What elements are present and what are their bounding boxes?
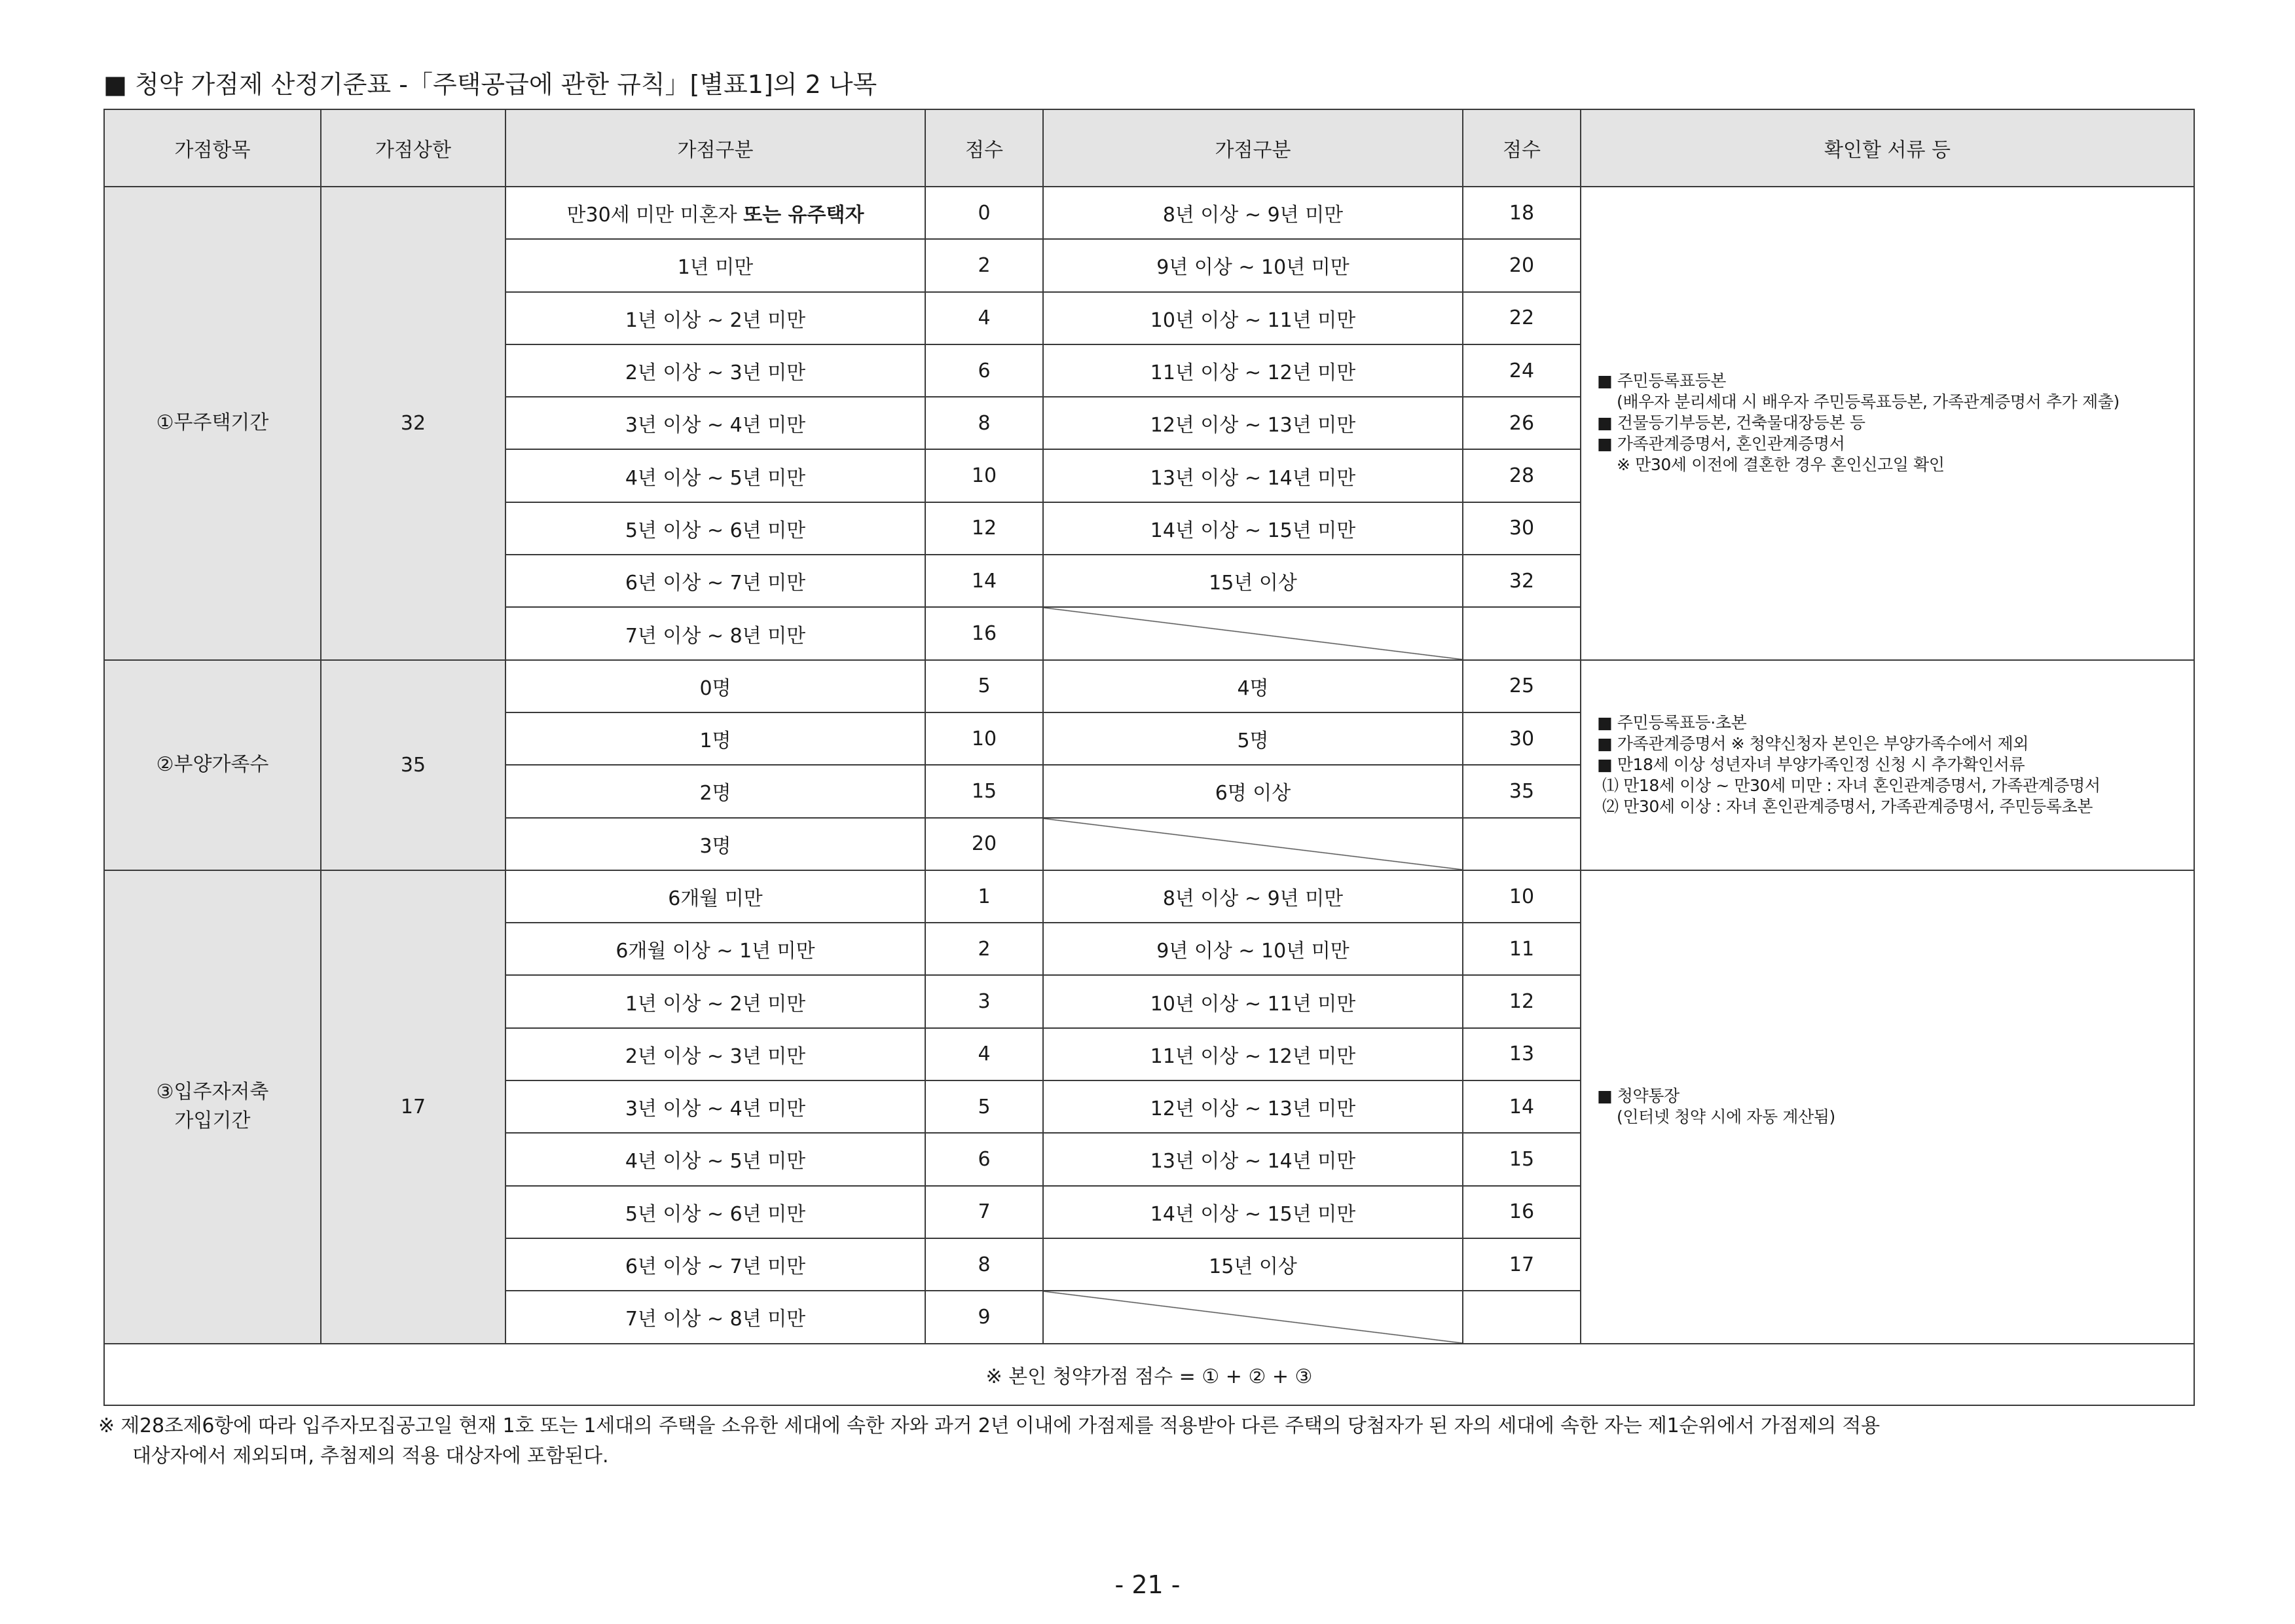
range-right: 5명 bbox=[1043, 712, 1463, 765]
doc-line: ⑵ 만30세 이상 : 자녀 혼인관계증명서, 가족관계증명서, 주민등록초본 bbox=[1602, 797, 2093, 817]
range-left: 0명 bbox=[505, 660, 925, 712]
score-left: 2 bbox=[925, 239, 1043, 291]
header-score-right: 점수 bbox=[1463, 109, 1581, 187]
doc-line: ■ 주민등록표등본 bbox=[1597, 371, 1727, 391]
table-row bbox=[104, 660, 2194, 712]
score-right: 25 bbox=[1463, 660, 1581, 712]
score-left: 9 bbox=[925, 1291, 1043, 1343]
section-item-savings bbox=[104, 870, 321, 1344]
range-right: 11년 이상 ~ 12년 미만 bbox=[1043, 1028, 1463, 1080]
range-right: 14년 이상 ~ 15년 미만 bbox=[1043, 1186, 1463, 1238]
score-left: 16 bbox=[925, 607, 1043, 659]
range-right: 15년 이상 bbox=[1043, 1238, 1463, 1291]
score-left: 12 bbox=[925, 502, 1043, 555]
doc-line: ■ 청약통장 bbox=[1597, 1086, 1680, 1106]
doc-line: ■ 만18세 이상 성년자녀 부양가족인정 신청 시 추가확인서류 bbox=[1597, 755, 2025, 775]
table-header-row bbox=[104, 109, 2194, 187]
range-right: 9년 이상 ~ 10년 미만 bbox=[1043, 923, 1463, 975]
doc-line: ■ 건물등기부등본, 건축물대장등본 등 bbox=[1597, 413, 1865, 433]
empty-diagonal-cell bbox=[1043, 1291, 1463, 1343]
score-right: 16 bbox=[1463, 1186, 1581, 1238]
range-right: 8년 이상 ~ 9년 미만 bbox=[1043, 187, 1463, 239]
table-row bbox=[104, 187, 2194, 239]
section-item-line: ③입주자저축 bbox=[156, 1080, 269, 1104]
section-cap-homeless: 32 bbox=[321, 187, 505, 660]
documents-savings bbox=[1581, 870, 2194, 1344]
score-right: 30 bbox=[1463, 502, 1581, 555]
range-left: 5년 이상 ~ 6년 미만 bbox=[505, 1186, 925, 1238]
range-right: 14년 이상 ~ 15년 미만 bbox=[1043, 502, 1463, 555]
score-right: 18 bbox=[1463, 187, 1581, 239]
score-right: 32 bbox=[1463, 555, 1581, 607]
page-number: - 21 - bbox=[1114, 1570, 1181, 1599]
header-documents: 확인할 서류 등 bbox=[1581, 109, 2194, 187]
range-left: 1년 미만 bbox=[505, 239, 925, 291]
header-score-left: 점수 bbox=[925, 109, 1043, 187]
range-left-bold: 또는 유주택자 bbox=[743, 204, 864, 227]
score-left: 1 bbox=[925, 870, 1043, 923]
range-left: 2명 bbox=[505, 765, 925, 817]
score-right: 13 bbox=[1463, 1028, 1581, 1080]
range-left: 6년 이상 ~ 7년 미만 bbox=[505, 555, 925, 607]
range-right: 11년 이상 ~ 12년 미만 bbox=[1043, 344, 1463, 397]
score-left: 6 bbox=[925, 1133, 1043, 1185]
score-left: 8 bbox=[925, 1238, 1043, 1291]
score-left: 3 bbox=[925, 975, 1043, 1027]
range-left: 4년 이상 ~ 5년 미만 bbox=[505, 1133, 925, 1185]
range-right: 13년 이상 ~ 14년 미만 bbox=[1043, 449, 1463, 502]
score-right: 14 bbox=[1463, 1080, 1581, 1133]
header-cap: 가점상한 bbox=[321, 109, 505, 187]
score-left: 2 bbox=[925, 923, 1043, 975]
score-right: 12 bbox=[1463, 975, 1581, 1027]
section-cap-savings: 17 bbox=[321, 870, 505, 1344]
range-right: 8년 이상 ~ 9년 미만 bbox=[1043, 870, 1463, 923]
range-right: 10년 이상 ~ 11년 미만 bbox=[1043, 292, 1463, 344]
score-right: 35 bbox=[1463, 765, 1581, 817]
section-item-line: 가입기간 bbox=[174, 1109, 251, 1133]
range-right: 15년 이상 bbox=[1043, 555, 1463, 607]
score-left: 20 bbox=[925, 818, 1043, 870]
empty-cell bbox=[1463, 1291, 1581, 1343]
score-table bbox=[103, 109, 2195, 1406]
range-left: 4년 이상 ~ 5년 미만 bbox=[505, 449, 925, 502]
score-left: 14 bbox=[925, 555, 1043, 607]
score-left: 6 bbox=[925, 344, 1043, 397]
score-right: 28 bbox=[1463, 449, 1581, 502]
range-right: 4명 bbox=[1043, 660, 1463, 712]
table-row bbox=[104, 870, 2194, 923]
doc-line: ⑴ 만18세 이상 ~ 만30세 미만 : 자녀 혼인관계증명서, 가족관계증명서 bbox=[1602, 776, 2101, 796]
score-left: 4 bbox=[925, 292, 1043, 344]
section-cap-dependents: 35 bbox=[321, 660, 505, 870]
empty-diagonal-cell bbox=[1043, 818, 1463, 870]
score-right: 20 bbox=[1463, 239, 1581, 291]
page-title: ■ 청약 가점제 산정기준표 -「주택공급에 관한 규칙」[별표1]의 2 나목 bbox=[103, 70, 877, 99]
range-left: 3명 bbox=[505, 818, 925, 870]
header-range-left: 가점구분 bbox=[505, 109, 925, 187]
empty-cell bbox=[1463, 607, 1581, 659]
score-left: 15 bbox=[925, 765, 1043, 817]
range-left: 6개월 미만 bbox=[505, 870, 925, 923]
total-score-formula: ※ 본인 청약가점 점수 = ① + ② + ③ bbox=[104, 1344, 2194, 1405]
range-left: 5년 이상 ~ 6년 미만 bbox=[505, 502, 925, 555]
doc-line: (배우자 분리세대 시 배우자 주민등록표등본, 가족관계증명서 추가 제출) bbox=[1617, 392, 2120, 412]
score-right: 10 bbox=[1463, 870, 1581, 923]
range-left: 3년 이상 ~ 4년 미만 bbox=[505, 397, 925, 449]
score-left: 4 bbox=[925, 1028, 1043, 1080]
doc-line: ■ 주민등록표등·초본 bbox=[1597, 713, 1747, 733]
score-right: 17 bbox=[1463, 1238, 1581, 1291]
range-left: 7년 이상 ~ 8년 미만 bbox=[505, 1291, 925, 1343]
score-right: 26 bbox=[1463, 397, 1581, 449]
header-range-right: 가점구분 bbox=[1043, 109, 1463, 187]
range-right: 9년 이상 ~ 10년 미만 bbox=[1043, 239, 1463, 291]
documents-dependents bbox=[1581, 660, 2194, 870]
range-left: 2년 이상 ~ 3년 미만 bbox=[505, 344, 925, 397]
footnote bbox=[98, 1411, 1880, 1471]
range-left-cell bbox=[505, 187, 925, 239]
score-left: 7 bbox=[925, 1186, 1043, 1238]
footnote-line: 대상자에서 제외되며, 추첨제의 적용 대상자에 포함된다. bbox=[132, 1445, 609, 1467]
score-right: 15 bbox=[1463, 1133, 1581, 1185]
range-left-prefix: 만30세 미만 미혼자 bbox=[566, 204, 744, 227]
range-left: 1년 이상 ~ 2년 미만 bbox=[505, 975, 925, 1027]
range-right: 13년 이상 ~ 14년 미만 bbox=[1043, 1133, 1463, 1185]
score-right: 24 bbox=[1463, 344, 1581, 397]
range-right: 10년 이상 ~ 11년 미만 bbox=[1043, 975, 1463, 1027]
doc-line: ■ 가족관계증명서, 혼인관계증명서 bbox=[1597, 434, 1845, 454]
header-item: 가점항목 bbox=[104, 109, 321, 187]
score-left: 5 bbox=[925, 660, 1043, 712]
range-left: 2년 이상 ~ 3년 미만 bbox=[505, 1028, 925, 1080]
range-right: 12년 이상 ~ 13년 미만 bbox=[1043, 1080, 1463, 1133]
section-item-dependents: ②부양가족수 bbox=[104, 660, 321, 870]
range-left: 3년 이상 ~ 4년 미만 bbox=[505, 1080, 925, 1133]
range-right: 12년 이상 ~ 13년 미만 bbox=[1043, 397, 1463, 449]
range-left: 1년 이상 ~ 2년 미만 bbox=[505, 292, 925, 344]
formula-row bbox=[104, 1344, 2194, 1405]
doc-line: (인터넷 청약 시에 자동 계산됨) bbox=[1617, 1107, 1835, 1127]
score-left: 10 bbox=[925, 449, 1043, 502]
range-left: 6년 이상 ~ 7년 미만 bbox=[505, 1238, 925, 1291]
range-left: 1명 bbox=[505, 712, 925, 765]
doc-line: ■ 가족관계증명서 ※ 청약신청자 본인은 부양가족수에서 제외 bbox=[1597, 734, 2029, 754]
range-left: 7년 이상 ~ 8년 미만 bbox=[505, 607, 925, 659]
score-right: 30 bbox=[1463, 712, 1581, 765]
documents-homeless bbox=[1581, 187, 2194, 660]
score-left: 5 bbox=[925, 1080, 1043, 1133]
empty-diagonal-cell bbox=[1043, 607, 1463, 659]
range-right: 6명 이상 bbox=[1043, 765, 1463, 817]
range-left: 6개월 이상 ~ 1년 미만 bbox=[505, 923, 925, 975]
section-item-homeless: ①무주택기간 bbox=[104, 187, 321, 660]
footnote-line: ※ 제28조제6항에 따라 입주자모집공고일 현재 1호 또는 1세대의 주택을 소유한 세대에 속한 자와 과거 2년 이내에 가점제를 적용받아 다른 주택의 당첨자가 된 자의 세대에 속한 자는 제1순위에서 가점제의 적용 bbox=[98, 1414, 1880, 1437]
score-right: 22 bbox=[1463, 292, 1581, 344]
doc-line: ※ 만30세 이전에 결혼한 경우 혼인신고일 확인 bbox=[1617, 455, 1945, 475]
score-left: 8 bbox=[925, 397, 1043, 449]
score-left: 10 bbox=[925, 712, 1043, 765]
score-right: 11 bbox=[1463, 923, 1581, 975]
score-left: 0 bbox=[925, 187, 1043, 239]
empty-cell bbox=[1463, 818, 1581, 870]
